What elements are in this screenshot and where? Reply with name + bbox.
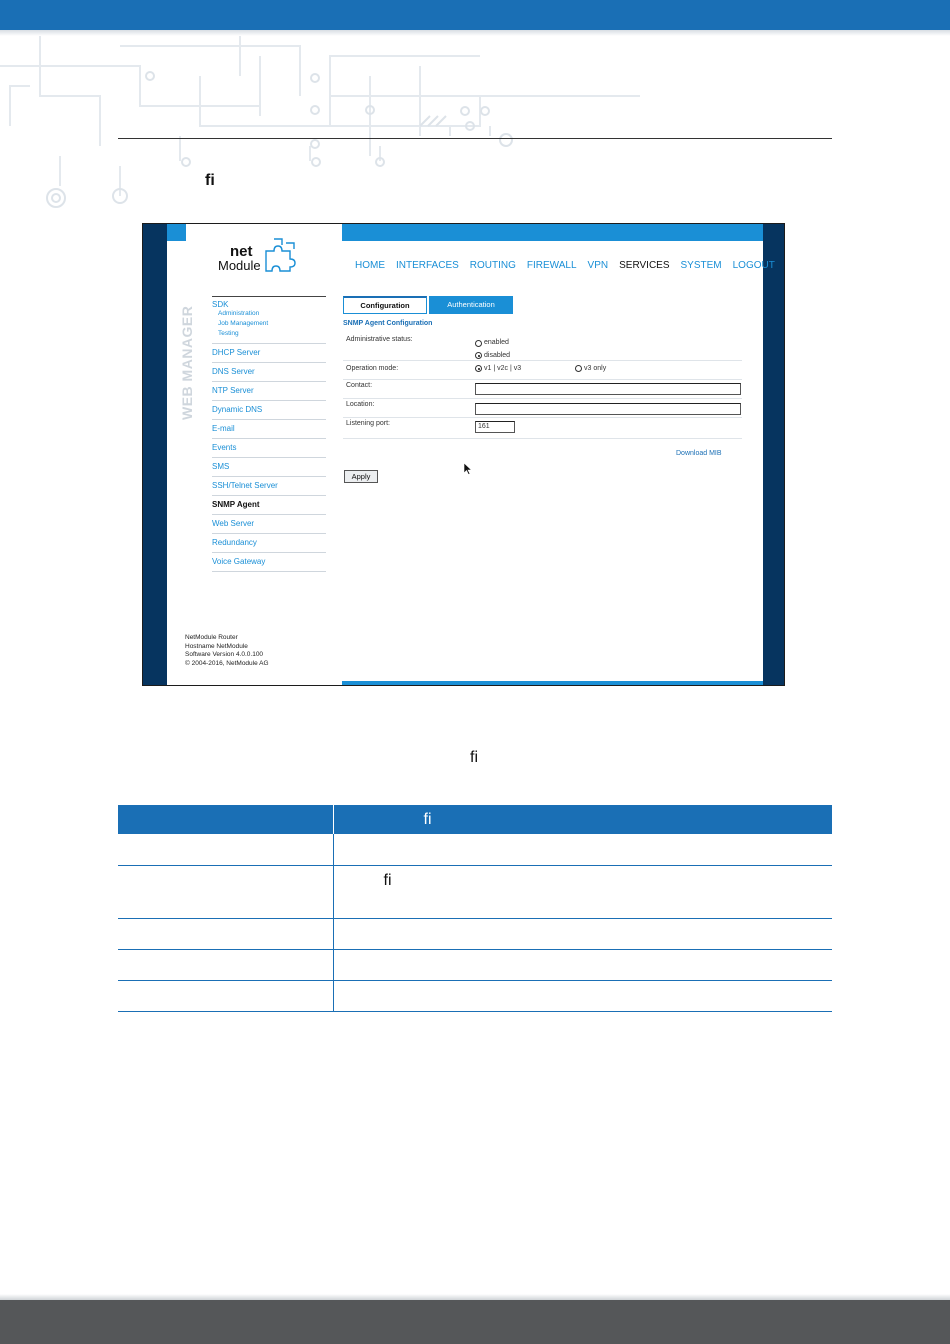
tab-authentication[interactable]: Authentication: [429, 296, 513, 314]
section-rule: [118, 138, 832, 139]
logo-net-text: net: [230, 243, 253, 260]
operation-mode-options: [475, 365, 606, 372]
table-cell: fi: [333, 865, 832, 918]
caption-ligature: fi: [470, 749, 478, 766]
row-listening-port: [343, 418, 742, 439]
web-manager-page: [167, 224, 775, 685]
table-row: [118, 834, 832, 865]
nav-logout[interactable]: LOGOUT: [732, 260, 775, 271]
sidebar-item-ntp-server[interactable]: NTP Server: [212, 382, 326, 401]
top-header-band: [0, 0, 950, 30]
listening-port-label: Listening port:: [346, 420, 390, 427]
web-manager-screenshot: [142, 223, 785, 686]
config-tabs: [343, 296, 513, 314]
sidebar-item-events[interactable]: Events: [212, 439, 326, 458]
row-operation-mode: [343, 361, 742, 380]
contact-input[interactable]: [475, 383, 741, 395]
table-cell: [118, 865, 333, 918]
sidebar-item-sms[interactable]: SMS: [212, 458, 326, 477]
services-sidebar: [212, 296, 326, 572]
router-info-footer: [185, 634, 269, 668]
section-heading-ligature: fi: [205, 172, 215, 189]
table-row: [118, 949, 832, 980]
parameter-table: [118, 805, 832, 1012]
sidebar-sub-administration[interactable]: Administration: [218, 310, 260, 317]
listening-port-input[interactable]: 161: [475, 421, 515, 433]
sidebar-item-voice-gateway[interactable]: Voice Gateway: [212, 553, 326, 572]
mode-v1v2cv3-radio[interactable]: [475, 365, 482, 372]
nav-services[interactable]: SERVICES: [619, 260, 670, 271]
circuit-decoration: [0, 36, 640, 216]
table-cell: [118, 980, 333, 1011]
admin-status-options: [475, 337, 510, 363]
nav-vpn[interactable]: VPN: [587, 260, 609, 271]
footer-software-version: Software Version 4.0.0.100: [185, 651, 264, 658]
sidebar-item-dynamic-dns[interactable]: Dynamic DNS: [212, 401, 326, 420]
admin-status-label: Administrative status:: [346, 336, 413, 343]
footer-product: NetModule Router: [185, 634, 238, 641]
nav-system[interactable]: SYSTEM: [680, 260, 722, 271]
web-manager-watermark: WEB MANAGER: [179, 305, 195, 420]
table-cell: [333, 834, 832, 865]
sidebar-item-dhcp-server[interactable]: DHCP Server: [212, 344, 326, 363]
top-strip-left: [167, 224, 186, 241]
mode-v1v2cv3-label: v1 | v2c | v3: [484, 365, 522, 372]
sidebar-item-redundancy[interactable]: Redundancy: [212, 534, 326, 553]
sidebar-item-web-server[interactable]: Web Server: [212, 515, 326, 534]
sidebar-sub-testing[interactable]: Testing: [218, 330, 239, 337]
mouse-pointer-icon: [464, 463, 472, 475]
admin-disabled-radio[interactable]: [475, 352, 482, 359]
snmp-config-form: [343, 332, 742, 439]
table-cell: [118, 949, 333, 980]
location-input[interactable]: [475, 403, 741, 415]
footer-copyright: © 2004-2016, NetModule AG: [185, 659, 269, 667]
apply-button[interactable]: Apply: [344, 470, 378, 483]
row-location: [343, 399, 742, 418]
mode-v3only-label: v3 only: [584, 365, 607, 372]
nav-interfaces[interactable]: INTERFACES: [396, 260, 459, 271]
logo-module-text: Module: [218, 258, 261, 273]
nav-routing[interactable]: ROUTING: [469, 260, 516, 271]
table-cell: [333, 980, 832, 1011]
snmp-section-title: SNMP Agent Configuration: [343, 320, 433, 327]
nav-home[interactable]: HOME: [355, 260, 385, 271]
table-cell: [118, 918, 333, 949]
bottom-strip: [342, 681, 763, 685]
table-row: [118, 980, 832, 1011]
row-contact: [343, 380, 742, 399]
puzzle-icon: [262, 237, 298, 273]
nav-firewall[interactable]: FIREWALL: [526, 260, 577, 271]
sidebar-sub-job-management[interactable]: Job Management: [218, 320, 269, 327]
table-cell: [333, 918, 832, 949]
frame-right-bar: [762, 224, 784, 685]
bottom-footer-band: [0, 1300, 950, 1344]
mode-v3only-radio[interactable]: [575, 365, 582, 372]
admin-enabled-radio[interactable]: [475, 340, 482, 347]
sidebar-item-sdk[interactable]: SDK: [212, 300, 229, 309]
table-header-description: fi: [333, 805, 832, 834]
table-row: [118, 918, 832, 949]
sidebar-item-snmp-agent[interactable]: SNMP Agent: [212, 496, 326, 515]
tab-configuration[interactable]: Configuration: [343, 296, 427, 314]
table-cell: [118, 834, 333, 865]
frame-left-bar: [143, 224, 167, 685]
row-administrative-status: [343, 332, 742, 361]
table-row: [118, 865, 832, 918]
contact-label: Contact:: [346, 382, 373, 389]
sidebar-item-email[interactable]: E-mail: [212, 420, 326, 439]
table-header-parameter: [118, 805, 333, 834]
sidebar-group-sdk: [212, 297, 326, 344]
sidebar-item-dns-server[interactable]: DNS Server: [212, 363, 326, 382]
top-navigation: [355, 260, 775, 271]
admin-disabled-label: disabled: [484, 351, 511, 359]
sidebar-item-ssh-telnet-server[interactable]: SSH/Telnet Server: [212, 477, 326, 496]
admin-enabled-label: enabled: [484, 339, 509, 346]
table-header-row: [118, 805, 832, 834]
location-label: Location:: [346, 401, 375, 408]
table-cell: [333, 949, 832, 980]
operation-mode-label: Operation mode:: [346, 365, 399, 372]
footer-hostname: Hostname NetModule: [185, 642, 248, 650]
netmodule-logo: [218, 237, 298, 277]
download-mib-link[interactable]: Download MIB: [676, 450, 722, 457]
top-strip-right: [342, 224, 763, 241]
